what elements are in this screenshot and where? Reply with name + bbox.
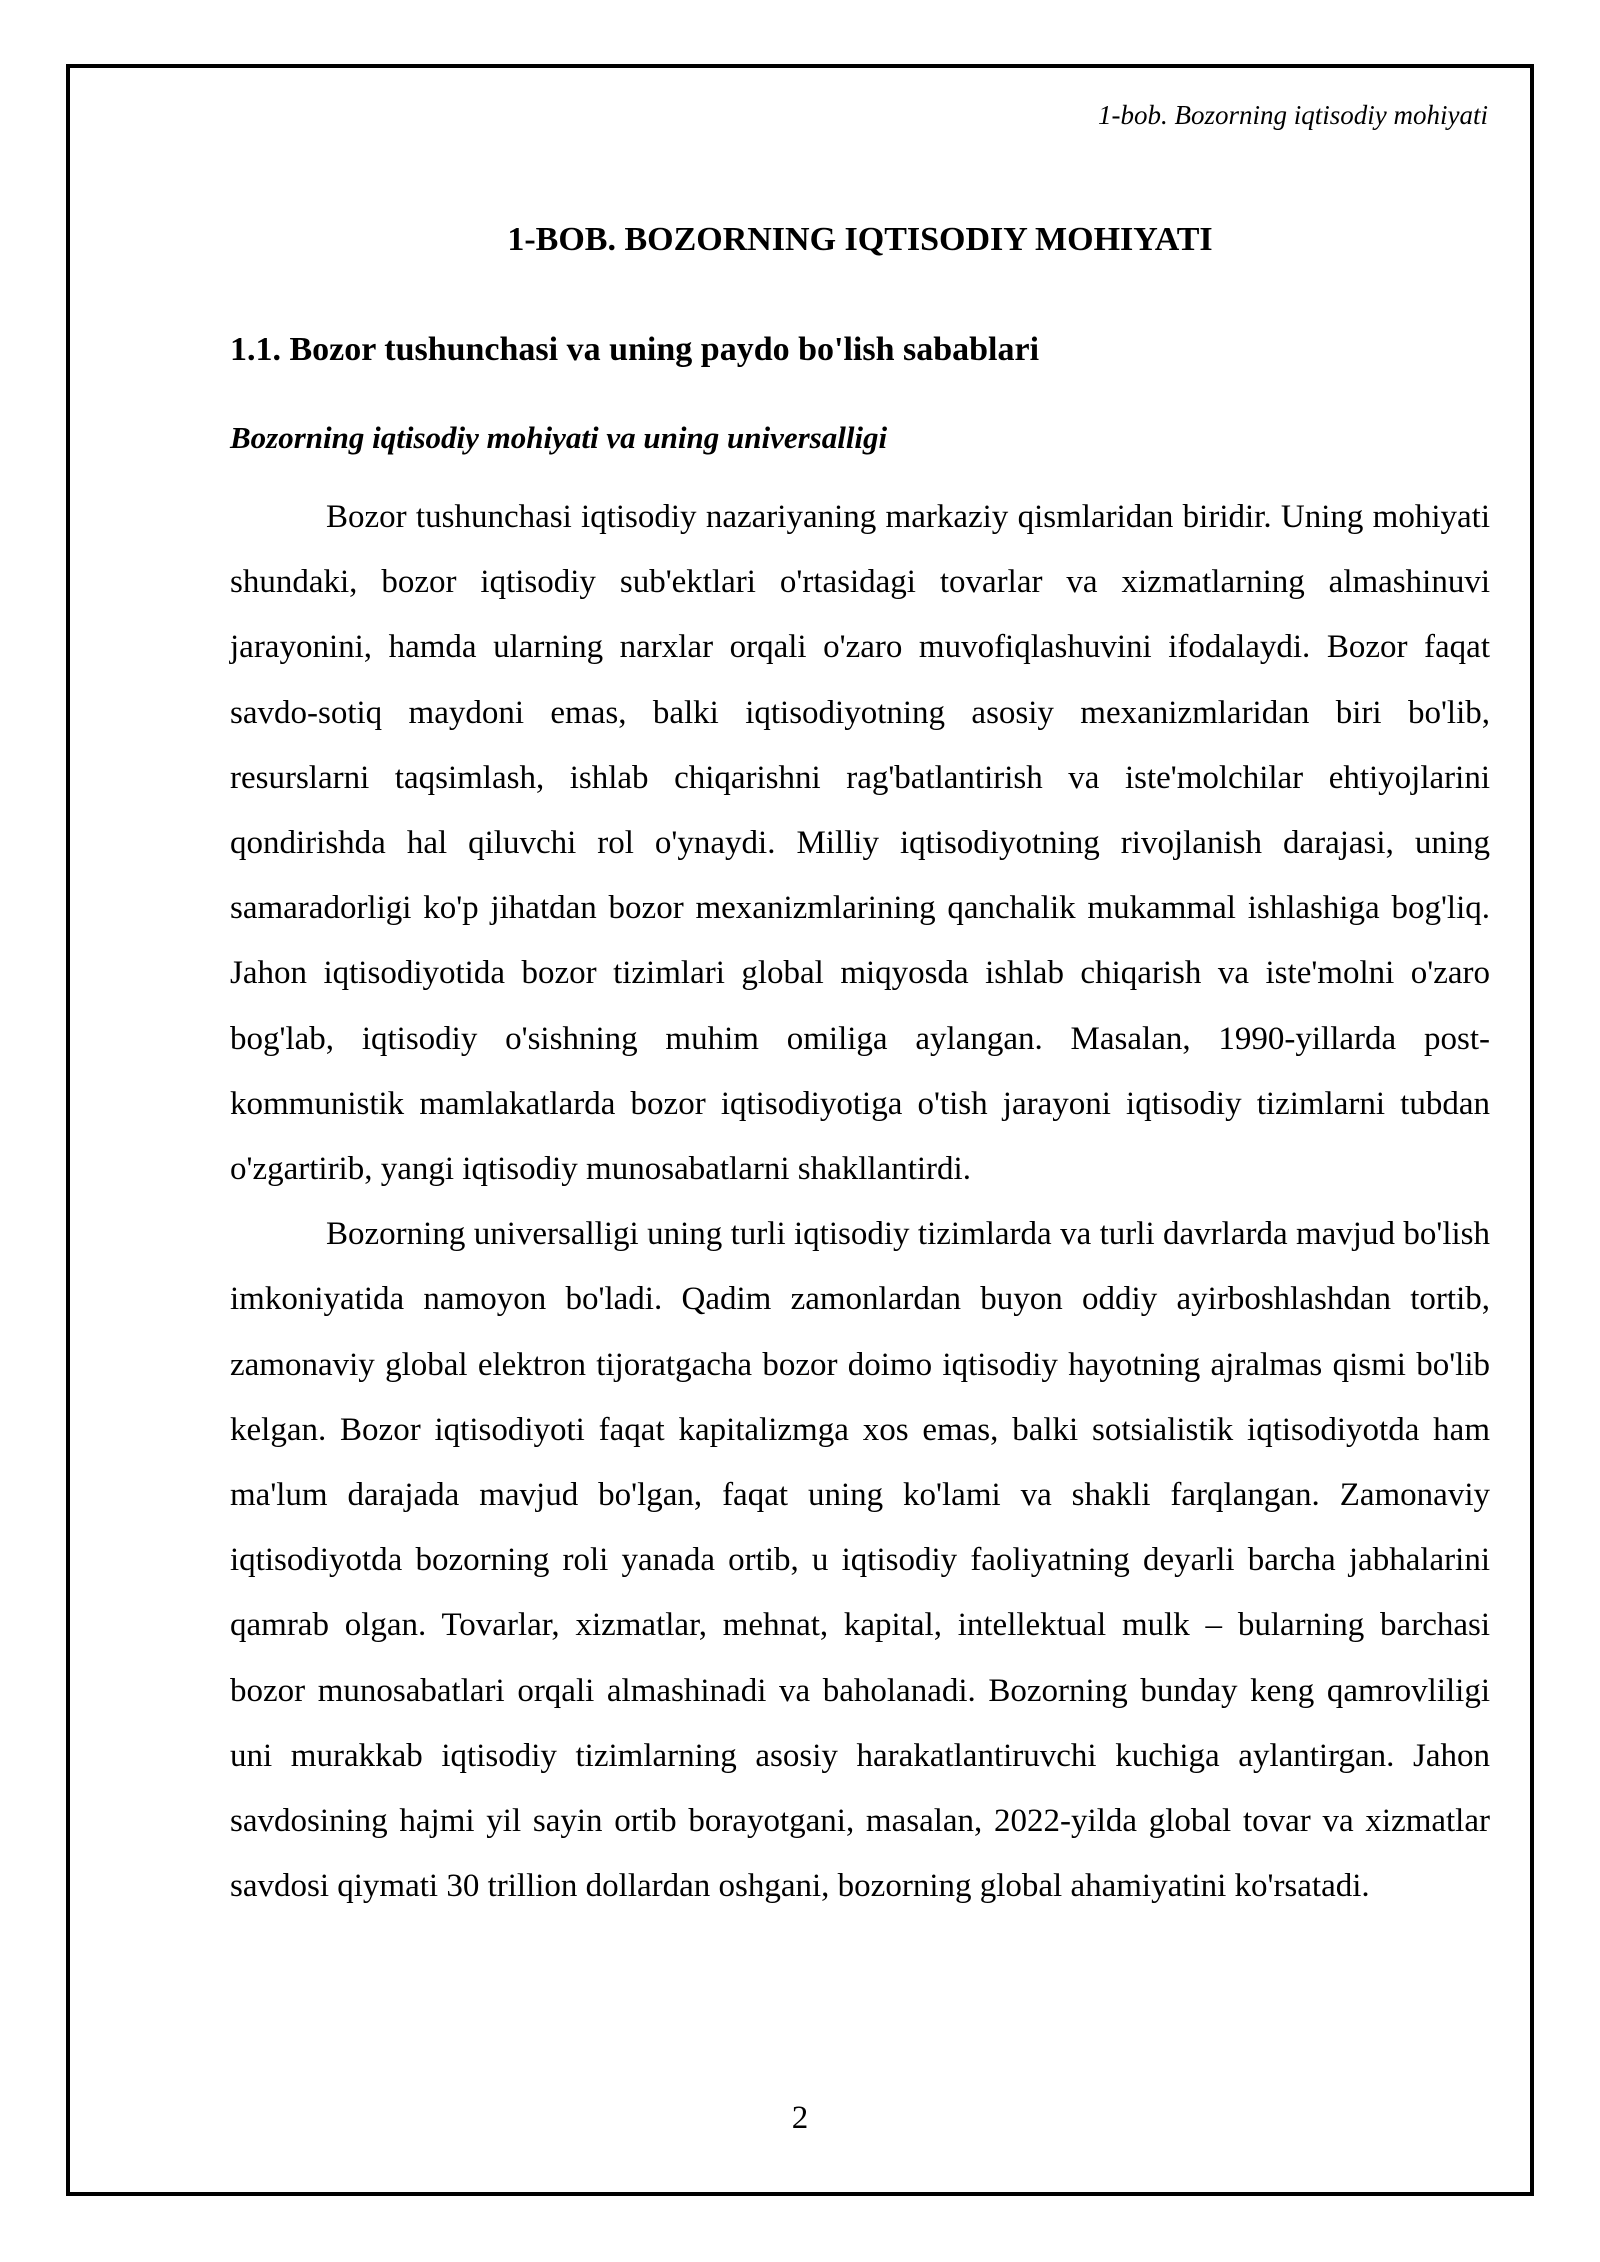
subsection-title: Bozorning iqtisodiy mohiyati va uning universalligi	[230, 420, 888, 455]
chapter-title: 1-BOB. BOZORNING IQTISODIY MOHIYATI	[507, 221, 1213, 258]
paragraph-2: Bozorning universalligi uning turli iqtisodiy tizimlarda va turli davrlarda mavjud bo'lish imkoniyatida namoyon bo'ladi. Qadim zamonlardan buyon oddiy ayirboshlashdan tortib, zamonaviy global elektron tijoratgacha bozor doimo iqtisodiy hayotning ajralmas qismi bo'lib kelgan. Bozor iqtisodiyoti faqat kapitalizmga xos emas, balki sotsialistik iqtisodiyotda ham ma'lum darajada mavjud bo'lgan, faqat uning ko'lami va shakli farqlangan. Zamonaviy iqtisodiyotda bozorning roli yanada ortib, u iqtisodiy faoliyatning deyarli barcha jabhalarini qamrab olgan. Tovarlar, xizmatlar, mehnat, kapital, intellektual mulk – bularning barchasi bozor munosabatlari orqali almashinadi va baholanadi. Bozorning bunday keng qamrovliligi uni murakkab iqtisodiy tizimlarning asosiy harakatlantiruvchi kuchiga aylantirgan. Jahon savdosining hajmi yil sayin ortib borayotgani, masalan, 2022-yilda global tovar va xizmatlar savdosi qiymati 30 trillion dollardan oshgani, bozorning global ahamiyatini ko'rsatadi.	[230, 1216, 1490, 1905]
section-title: 1.1. Bozor tushunchasi va uning paydo bo'lish sabablari	[230, 331, 1040, 368]
running-header: 1-bob. Bozorning iqtisodiy mohiyati	[1098, 100, 1488, 130]
paragraph-1: Bozor tushunchasi iqtisodiy nazariyaning markaziy qismlaridan biridir. Uning mohiyati shundaki, bozor iqtisodiy sub'ektlari o'rtasidagi tovarlar va xizmatlarning almashinuvi jarayonini, hamda ularning narxlar orqali o'zaro muvofiqlashuvini ifodalaydi. Bozor faqat savdo-sotiq maydoni emas, balki iqtisodiyotning asosiy mexanizmlaridan biri bo'lib, resurslarni taqsimlash, ishlab chiqarishni rag'batlantirish va iste'molchilar ehtiyojlarini qondirishda hal qiluvchi rol o'ynaydi. Milliy iqtisodiyotning rivojlanish darajasi, uning samaradorligi ko'p jihatdan bozor mexanizmlarining qanchalik mukammal ishlashiga bog'liq. Jahon iqtisodiyotida bozor tizimlari global miqyosda ishlab chiqarish va iste'molni o'zaro bog'lab, iqtisodiy o'sishning muhim omiliga aylangan. Masalan, 1990-yillarda post-kommunistik mamlakatlarda bozor iqtisodiyotiga o'tish jarayoni iqtisodiy tizimlarni tubdan o'zgartirib, yangi iqtisodiy munosabatlarni shakllantirdi.	[230, 499, 1490, 1188]
body-text	[230, 485, 1490, 1919]
page-number: 2	[791, 2100, 809, 2136]
